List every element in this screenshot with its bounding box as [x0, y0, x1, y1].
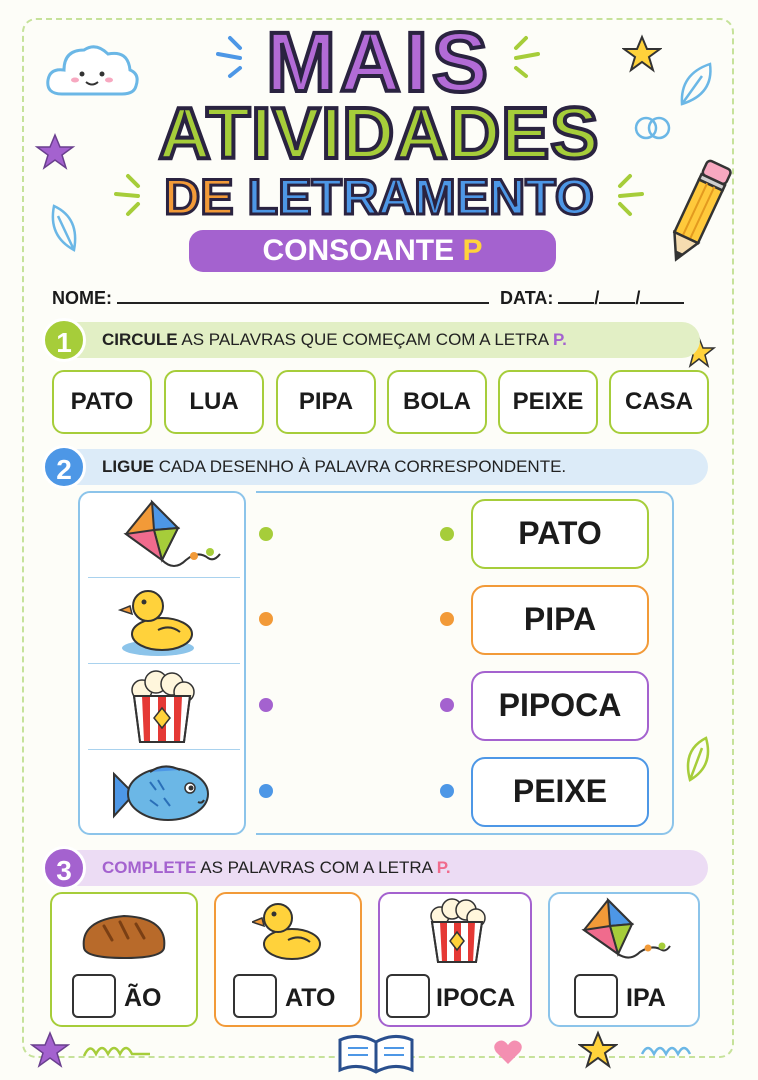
section1-instruction-bold: CIRCULE: [102, 330, 178, 349]
section2-instruction: CADA DESENHO À PALAVRA CORRESPONDENTE.: [158, 457, 567, 476]
popcorn-picture: [426, 898, 488, 964]
kite-picture: [578, 896, 674, 964]
section1-banner: [46, 322, 700, 358]
section2-instruction-bold: LIGUE: [102, 457, 154, 476]
title-letramento-word: LETRAMENTO: [247, 169, 594, 225]
book-icon: [334, 1030, 418, 1076]
section1-letter: P.: [552, 330, 567, 349]
heart-icon: [492, 1038, 524, 1066]
section3-number: 3: [42, 846, 86, 890]
word-suffix-ato: ATO: [285, 984, 336, 1012]
title-letramento: [0, 169, 758, 225]
squiggle-icon: [638, 1040, 708, 1064]
fish-picture: [110, 760, 214, 830]
name-date-row: [52, 288, 684, 309]
section1-instruction: AS PALAVRAS QUE COMEÇAM COM A LETRA: [181, 330, 549, 349]
leaf-icon: [680, 734, 714, 784]
title-de: DE: [164, 169, 234, 225]
match-dot-right[interactable]: [440, 527, 454, 541]
date-separator: /: [635, 288, 641, 308]
word-box-pato[interactable]: PATO: [52, 370, 152, 434]
name-line[interactable]: [117, 288, 489, 304]
section3-letter: P.: [436, 858, 451, 877]
star-icon: [30, 1030, 70, 1070]
match-word-peixe[interactable]: PEIXE: [471, 757, 649, 827]
word-box-casa[interactable]: CASA: [609, 370, 709, 434]
match-dot-left[interactable]: [259, 698, 273, 712]
date-year-line[interactable]: [640, 288, 684, 304]
duck-picture: [252, 898, 324, 964]
letter-checkbox[interactable]: [386, 974, 430, 1018]
section2-banner: [46, 449, 708, 485]
word-suffix-ipa: IPA: [626, 984, 666, 1012]
match-word-pipa[interactable]: PIPA: [471, 585, 649, 655]
match-dot-left[interactable]: [259, 784, 273, 798]
match-dot-right[interactable]: [440, 612, 454, 626]
match-word-pipoca[interactable]: PIPOCA: [471, 671, 649, 741]
match-dot-left[interactable]: [259, 612, 273, 626]
date-separator: /: [594, 288, 600, 308]
divider: [88, 577, 240, 578]
letter-checkbox[interactable]: [72, 974, 116, 1018]
date-label: DATA:: [500, 288, 554, 308]
date-month-line[interactable]: [599, 288, 635, 304]
word-suffix-ao: ÃO: [124, 984, 162, 1012]
section3-instruction-bold: COMPLETE: [102, 858, 197, 877]
squiggle-icon: [80, 1040, 160, 1064]
subtitle-prefix: CONSOANTE: [262, 234, 455, 267]
title-mais: MAIS: [266, 15, 492, 109]
title-atividades: ATIVIDADES: [158, 94, 600, 174]
word-box-pipa[interactable]: PIPA: [276, 370, 376, 434]
kite-picture: [118, 498, 226, 574]
match-dot-right[interactable]: [440, 784, 454, 798]
match-dot-right[interactable]: [440, 698, 454, 712]
duck-picture: [118, 582, 200, 660]
subtitle-letter: P: [462, 234, 483, 267]
match-word-pato[interactable]: PATO: [471, 499, 649, 569]
date-day-line[interactable]: [558, 288, 594, 304]
word-box-bola[interactable]: BOLA: [387, 370, 487, 434]
bread-picture: [78, 908, 170, 962]
word-suffix-ipoca: IPOCA: [436, 984, 516, 1012]
star-icon: [578, 1030, 618, 1070]
section2-number: 2: [42, 445, 86, 489]
match-dot-left[interactable]: [259, 527, 273, 541]
subtitle-pill: [189, 230, 556, 272]
letter-checkbox[interactable]: [574, 974, 618, 1018]
section1-number: 1: [42, 318, 86, 362]
section3-instruction: AS PALAVRAS COM A LETRA: [200, 858, 433, 877]
name-label: NOME:: [52, 288, 112, 308]
popcorn-picture: [124, 668, 200, 746]
letter-checkbox[interactable]: [233, 974, 277, 1018]
divider: [88, 663, 240, 664]
divider: [88, 749, 240, 750]
word-box-peixe[interactable]: PEIXE: [498, 370, 598, 434]
section3-banner: [46, 850, 708, 886]
word-box-lua[interactable]: LUA: [164, 370, 264, 434]
